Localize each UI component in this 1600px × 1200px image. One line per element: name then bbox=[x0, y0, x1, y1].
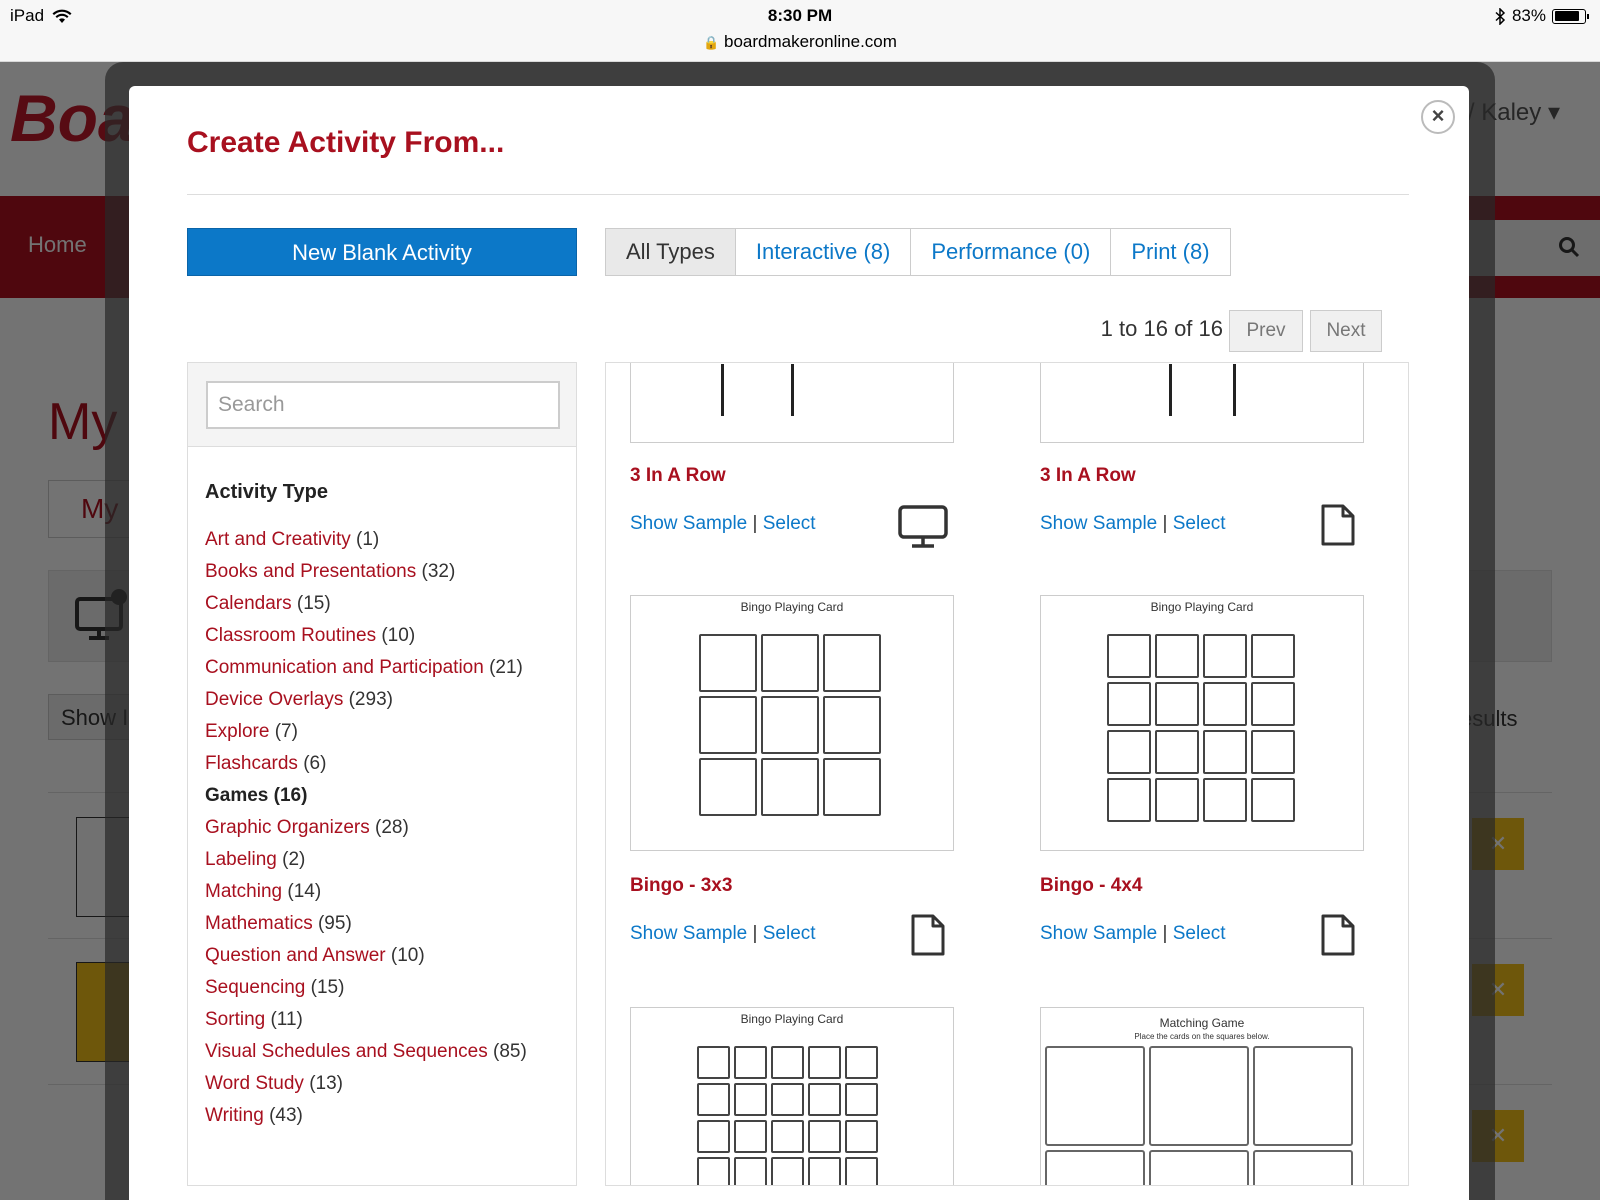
activity-thumbnail[interactable] bbox=[630, 1007, 954, 1186]
show-sample-link[interactable]: Show Sample bbox=[1040, 513, 1158, 534]
bluetooth-icon bbox=[1495, 8, 1506, 25]
grid-cell bbox=[845, 1083, 878, 1116]
filter-item-writing[interactable]: Writing (43) bbox=[205, 1105, 303, 1126]
grid-cell bbox=[1203, 730, 1247, 774]
grid-cell bbox=[1107, 634, 1151, 678]
activity-thumbnail[interactable] bbox=[1040, 362, 1364, 443]
grid-cell bbox=[699, 696, 757, 754]
grid-cell bbox=[823, 696, 881, 754]
battery-percent: 83% bbox=[1511, 6, 1546, 25]
select-link[interactable]: Select bbox=[762, 513, 816, 534]
grid-cell bbox=[845, 1046, 878, 1079]
grid-cell bbox=[1107, 730, 1151, 774]
activity-title: Bingo - 4x4 bbox=[1040, 875, 1143, 896]
modal-title: Create Activity From... bbox=[187, 126, 505, 159]
filter-item-labeling[interactable]: Labeling (2) bbox=[205, 849, 306, 870]
battery-icon bbox=[1552, 9, 1586, 24]
grid-cell bbox=[771, 1157, 804, 1186]
activity-thumbnail[interactable] bbox=[1040, 1007, 1364, 1186]
filter-sidebar bbox=[187, 362, 577, 1186]
filter-heading: Activity Type bbox=[205, 481, 328, 503]
activity-title: 3 In A Row bbox=[630, 465, 726, 486]
grid-cell bbox=[1251, 634, 1295, 678]
tab-performance[interactable]: Performance (0) bbox=[910, 229, 1110, 275]
bingo-grid bbox=[697, 1046, 878, 1186]
prev-button[interactable]: Prev bbox=[1229, 310, 1303, 352]
grid-cell bbox=[1155, 634, 1199, 678]
grid-line bbox=[791, 364, 794, 416]
tab-all-types[interactable]: All Types bbox=[606, 229, 735, 275]
filter-item-device-overlays[interactable]: Device Overlays (293) bbox=[205, 689, 393, 710]
filter-item-books-and-presentations[interactable]: Books and Presentations (32) bbox=[205, 561, 456, 582]
grid-cell bbox=[734, 1157, 767, 1186]
grid-cell bbox=[771, 1046, 804, 1079]
grid-cell bbox=[761, 696, 819, 754]
grid-cell bbox=[1203, 682, 1247, 726]
grid-cell bbox=[1251, 778, 1295, 822]
show-sample-link[interactable]: Show Sample bbox=[630, 923, 748, 944]
close-button[interactable]: × bbox=[1421, 100, 1455, 134]
link-separator: | bbox=[1162, 923, 1168, 944]
grid-cell bbox=[845, 1120, 878, 1153]
address-bar[interactable] bbox=[0, 32, 1600, 52]
grid-cell bbox=[761, 758, 819, 816]
grid-cell bbox=[808, 1083, 841, 1116]
filter-item-communication-and-participation[interactable]: Communication and Participation (21) bbox=[205, 657, 523, 678]
activity-title: 3 In A Row bbox=[1040, 465, 1136, 486]
filter-item-word-study[interactable]: Word Study (13) bbox=[205, 1073, 343, 1094]
grid-cell bbox=[771, 1120, 804, 1153]
filter-item-explore[interactable]: Explore (7) bbox=[205, 721, 298, 742]
thumbnail-title: Bingo Playing Card bbox=[740, 1012, 844, 1026]
grid-cell bbox=[1251, 682, 1295, 726]
document-icon bbox=[1320, 503, 1356, 547]
bingo-grid bbox=[699, 634, 881, 816]
create-activity-modal bbox=[129, 86, 1469, 1200]
search-panel bbox=[188, 363, 576, 447]
filter-item-games[interactable]: Games (16) bbox=[205, 785, 308, 806]
matching-grid bbox=[1045, 1046, 1353, 1186]
document-icon bbox=[910, 913, 946, 957]
new-blank-activity-button[interactable]: New Blank Activity bbox=[187, 228, 577, 276]
grid-cell bbox=[823, 758, 881, 816]
filter-item-visual-schedules[interactable]: Visual Schedules and Sequences (85) bbox=[205, 1041, 527, 1062]
next-button[interactable]: Next bbox=[1310, 310, 1382, 352]
filter-item-sorting[interactable]: Sorting (11) bbox=[205, 1009, 303, 1030]
show-sample-link[interactable]: Show Sample bbox=[630, 513, 748, 534]
tab-print[interactable]: Print (8) bbox=[1110, 229, 1229, 275]
grid-cell bbox=[1045, 1046, 1145, 1146]
filter-item-matching[interactable]: Matching (14) bbox=[205, 881, 322, 902]
grid-cell bbox=[1045, 1150, 1145, 1186]
grid-cell bbox=[1251, 730, 1295, 774]
link-separator: | bbox=[752, 513, 758, 534]
grid-cell bbox=[1149, 1150, 1249, 1186]
thumbnail-title: Bingo Playing Card bbox=[1150, 600, 1254, 614]
status-bar bbox=[0, 0, 1600, 62]
filter-item-sequencing[interactable]: Sequencing (15) bbox=[205, 977, 345, 998]
grid-cell bbox=[845, 1157, 878, 1186]
grid-cell bbox=[697, 1157, 730, 1186]
grid-cell bbox=[1155, 682, 1199, 726]
search-input[interactable] bbox=[206, 381, 560, 429]
grid-cell bbox=[1253, 1150, 1353, 1186]
thumbnail-title: Matching Game bbox=[1159, 1016, 1245, 1030]
grid-cell bbox=[734, 1083, 767, 1116]
grid-cell bbox=[1203, 778, 1247, 822]
activity-thumbnail[interactable] bbox=[630, 595, 954, 851]
clock: 8:30 PM bbox=[767, 6, 833, 25]
activity-results[interactable] bbox=[605, 362, 1409, 1186]
bingo-grid bbox=[1107, 634, 1295, 822]
activity-title: Bingo - 3x3 bbox=[630, 875, 733, 896]
filter-item-classroom-routines[interactable]: Classroom Routines (10) bbox=[205, 625, 416, 646]
filter-item-mathematics[interactable]: Mathematics (95) bbox=[205, 913, 352, 934]
grid-cell bbox=[761, 634, 819, 692]
monitor-icon bbox=[898, 505, 948, 549]
url-text: boardmakeronline.com bbox=[724, 32, 897, 51]
grid-cell bbox=[1155, 730, 1199, 774]
grid-cell bbox=[771, 1083, 804, 1116]
select-link[interactable]: Select bbox=[762, 923, 816, 944]
grid-cell bbox=[1155, 778, 1199, 822]
grid-cell bbox=[808, 1157, 841, 1186]
link-separator: | bbox=[752, 923, 758, 944]
select-link[interactable]: Select bbox=[1172, 923, 1226, 944]
divider bbox=[187, 194, 1409, 195]
grid-cell bbox=[699, 758, 757, 816]
activity-thumbnail[interactable] bbox=[1040, 595, 1364, 851]
grid-cell bbox=[699, 634, 757, 692]
link-separator: | bbox=[1162, 513, 1168, 534]
grid-cell bbox=[734, 1046, 767, 1079]
grid-line bbox=[1169, 364, 1172, 416]
grid-cell bbox=[1107, 682, 1151, 726]
filter-item-art-and-creativity[interactable]: Art and Creativity (1) bbox=[205, 529, 380, 550]
grid-cell bbox=[734, 1120, 767, 1153]
thumbnail-subtitle: Place the cards on the squares below. bbox=[1134, 1032, 1270, 1041]
grid-cell bbox=[1107, 778, 1151, 822]
grid-cell bbox=[697, 1120, 730, 1153]
grid-cell bbox=[823, 634, 881, 692]
device-name: iPad bbox=[10, 6, 45, 25]
grid-line bbox=[1233, 364, 1236, 416]
grid-cell bbox=[697, 1046, 730, 1079]
grid-line bbox=[721, 364, 724, 416]
grid-cell bbox=[1149, 1046, 1249, 1146]
filter-item-graphic-organizers[interactable]: Graphic Organizers (28) bbox=[205, 817, 409, 838]
activity-thumbnail[interactable] bbox=[630, 362, 954, 443]
grid-cell bbox=[808, 1046, 841, 1079]
lock-icon: 🔒 bbox=[703, 35, 720, 50]
show-sample-link[interactable]: Show Sample bbox=[1040, 923, 1158, 944]
tab-interactive[interactable]: Interactive (8) bbox=[735, 229, 911, 275]
activity-type-list bbox=[205, 527, 527, 1135]
document-icon bbox=[1320, 913, 1356, 957]
filter-item-calendars[interactable]: Calendars (15) bbox=[205, 593, 331, 614]
pagination-range: 1 to 16 of 16 bbox=[1100, 316, 1223, 341]
filter-item-flashcards[interactable]: Flashcards (6) bbox=[205, 753, 327, 774]
filter-item-question-and-answer[interactable]: Question and Answer (10) bbox=[205, 945, 425, 966]
grid-cell bbox=[697, 1083, 730, 1116]
activity-type-tabs bbox=[605, 228, 1231, 276]
grid-cell bbox=[808, 1120, 841, 1153]
grid-cell bbox=[1253, 1046, 1353, 1146]
thumbnail-title: Bingo Playing Card bbox=[740, 600, 844, 614]
select-link[interactable]: Select bbox=[1172, 513, 1226, 534]
grid-cell bbox=[1203, 634, 1247, 678]
